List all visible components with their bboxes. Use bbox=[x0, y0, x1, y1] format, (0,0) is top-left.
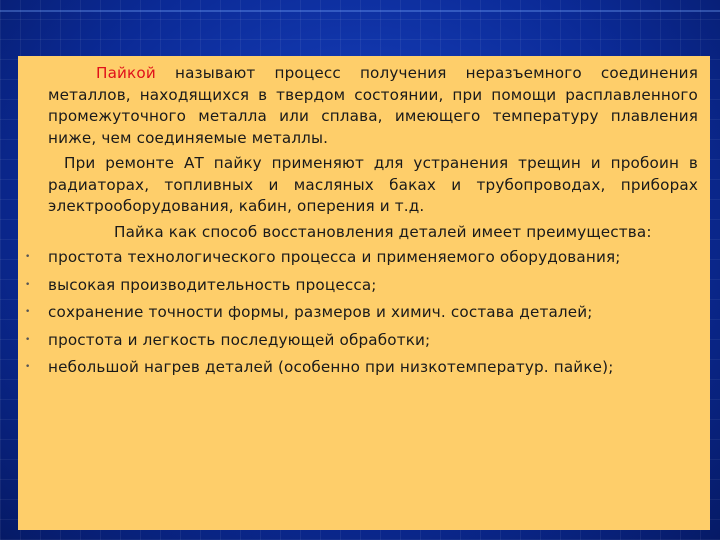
bullet-icon: • bbox=[25, 362, 31, 372]
list-item bbox=[25, 302, 698, 324]
list-item-text: простота технологического процесса и применяемого оборудования; bbox=[48, 248, 621, 266]
list-item bbox=[25, 357, 698, 379]
definition-text: называют процесс получения неразъемного соединения металлов, находящихся в твердом состоянии, при помощи расплавленного промежуточного металла или сплава, имеющего температуру плавления ниже, чем соединяемые металлы. bbox=[48, 64, 698, 147]
bullet-icon: • bbox=[25, 307, 31, 317]
bullet-icon: • bbox=[25, 279, 31, 290]
repair-paragraph: При ремонте АТ пайку применяют для устранения трещин и пробоин в радиаторах, топливных и масляных баках и трубопроводах, приборах электрооборудования, кабин, оперения и т.д. bbox=[48, 154, 698, 215]
advantages-heading: Пайка как способ восстановления деталей имеет преимущества: bbox=[114, 222, 652, 241]
highlighted-term: Пайкой bbox=[96, 64, 156, 82]
list-item bbox=[25, 330, 698, 352]
list-item-text: сохранение точности формы, размеров и химич. состава деталей; bbox=[48, 303, 593, 321]
list-item-text: небольшой нагрев деталей (особенно при низкотемператур. пайке); bbox=[48, 358, 614, 376]
content-panel bbox=[18, 56, 710, 530]
list-item bbox=[25, 247, 698, 269]
list-item bbox=[25, 275, 698, 297]
bullet-icon: • bbox=[25, 334, 31, 345]
bullet-icon: • bbox=[25, 252, 31, 262]
definition-paragraph bbox=[48, 63, 698, 149]
advantages-list bbox=[25, 247, 698, 379]
top-divider-line bbox=[0, 10, 720, 12]
list-item-text: простота и легкость последующей обработки; bbox=[48, 330, 431, 349]
list-item-text: высокая производительность процесса; bbox=[48, 275, 377, 294]
